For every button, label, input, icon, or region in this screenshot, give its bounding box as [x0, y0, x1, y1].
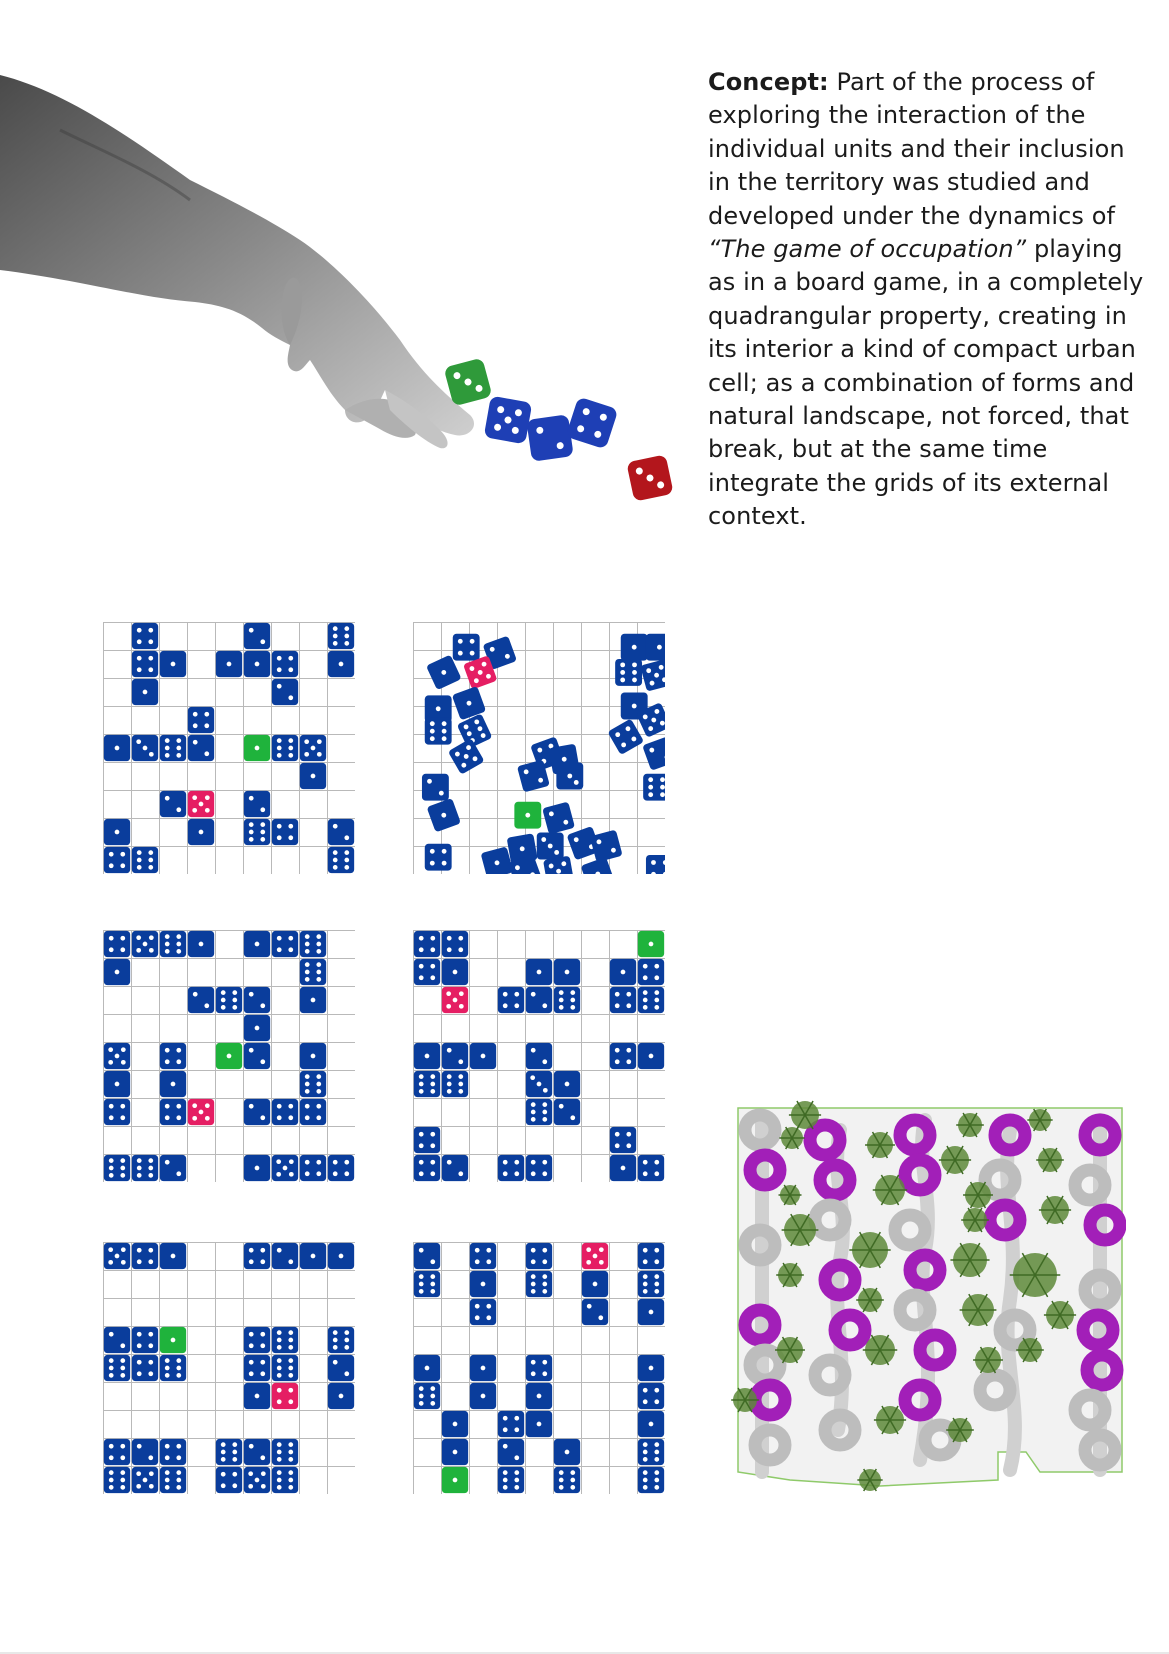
die [244, 1243, 270, 1269]
die [610, 987, 636, 1013]
die [526, 1411, 552, 1437]
die [621, 634, 648, 661]
die [272, 735, 298, 761]
die [414, 959, 440, 985]
die [514, 802, 541, 829]
die [244, 1439, 270, 1465]
die [272, 1243, 298, 1269]
dice-board-5 [103, 1242, 355, 1494]
die [132, 847, 158, 873]
dice-board-5-svg [103, 1242, 355, 1494]
die [582, 1299, 608, 1325]
die [498, 1155, 524, 1181]
die [104, 847, 130, 873]
die [640, 659, 665, 692]
hand-icon [0, 75, 474, 448]
die [643, 774, 665, 801]
die [132, 1155, 158, 1181]
die [610, 959, 636, 985]
die [638, 1155, 664, 1181]
die [104, 1355, 130, 1381]
die [554, 1439, 580, 1465]
concept-body-1: Part of the process of exploring the interaction of the individual units and their inclusion in the territory was studied and developed under the dynamics of [708, 68, 1125, 230]
die [642, 736, 665, 770]
die [272, 651, 298, 677]
die [160, 1243, 186, 1269]
die [132, 623, 158, 649]
dice-board-2-svg [413, 622, 665, 874]
die [160, 1355, 186, 1381]
die [414, 1127, 440, 1153]
die [328, 1355, 354, 1381]
die [132, 1327, 158, 1353]
die [646, 634, 665, 661]
die [244, 651, 270, 677]
die [554, 959, 580, 985]
die [442, 931, 468, 957]
dice-board-3 [103, 930, 355, 1182]
die [422, 774, 449, 801]
die [300, 1155, 326, 1181]
die [104, 1243, 130, 1269]
die [414, 1155, 440, 1181]
die [272, 1467, 298, 1493]
die [607, 718, 644, 755]
die [470, 1383, 496, 1409]
dice-board-4-svg [413, 930, 665, 1182]
hand-throwing-dice-illustration [0, 70, 680, 510]
die [328, 1243, 354, 1269]
die [160, 1099, 186, 1125]
die [244, 1015, 270, 1041]
die [244, 1043, 270, 1069]
die [160, 1439, 186, 1465]
die [244, 1467, 270, 1493]
die [104, 931, 130, 957]
die [272, 1439, 298, 1465]
die [427, 798, 461, 832]
die [610, 1127, 636, 1153]
die [244, 931, 270, 957]
die [470, 1243, 496, 1269]
die [470, 1271, 496, 1297]
die [188, 791, 214, 817]
die [300, 1071, 326, 1097]
die [104, 1155, 130, 1181]
die [414, 1383, 440, 1409]
die [328, 819, 354, 845]
die [328, 1327, 354, 1353]
die [244, 791, 270, 817]
die [160, 651, 186, 677]
die [638, 1467, 664, 1493]
die [132, 931, 158, 957]
die [328, 1155, 354, 1181]
die [328, 651, 354, 677]
die [104, 1327, 130, 1353]
die [414, 1043, 440, 1069]
die [244, 735, 270, 761]
die [481, 846, 514, 874]
die [272, 679, 298, 705]
die [244, 819, 270, 845]
die [104, 1467, 130, 1493]
die [300, 959, 326, 985]
die [498, 1411, 524, 1437]
die [272, 1099, 298, 1125]
dice-icon [444, 358, 674, 502]
die [188, 707, 214, 733]
die [414, 1071, 440, 1097]
die [442, 1439, 468, 1465]
die [272, 1355, 298, 1381]
die [646, 855, 665, 874]
die [132, 1243, 158, 1269]
die [244, 987, 270, 1013]
die [582, 1271, 608, 1297]
die [188, 735, 214, 761]
die [638, 1243, 664, 1269]
die [104, 959, 130, 985]
die [104, 1043, 130, 1069]
die [328, 623, 354, 649]
die [244, 1327, 270, 1353]
die [244, 1099, 270, 1125]
die [638, 1299, 664, 1325]
die [244, 1355, 270, 1381]
die [188, 1099, 214, 1125]
die [414, 1355, 440, 1381]
die [414, 1271, 440, 1297]
die [442, 1467, 468, 1493]
die [537, 833, 564, 860]
die [582, 1243, 608, 1269]
die [272, 1383, 298, 1409]
die [160, 1467, 186, 1493]
die [526, 1043, 552, 1069]
die [132, 651, 158, 677]
die [442, 1411, 468, 1437]
die [638, 1043, 664, 1069]
die [526, 959, 552, 985]
die [104, 1439, 130, 1465]
die [300, 1243, 326, 1269]
die [160, 791, 186, 817]
die [188, 931, 214, 957]
die [526, 1071, 552, 1097]
die [132, 679, 158, 705]
concept-lead: Concept: [708, 68, 829, 96]
die [132, 1467, 158, 1493]
die [244, 623, 270, 649]
concept-emphasis: “The game of occupation” [708, 235, 1027, 264]
die [526, 1099, 552, 1125]
die [216, 1043, 242, 1069]
die [554, 1071, 580, 1097]
die [216, 987, 242, 1013]
die [498, 987, 524, 1013]
die [328, 847, 354, 873]
die [442, 1043, 468, 1069]
die [526, 1271, 552, 1297]
die [442, 987, 468, 1013]
die [244, 1383, 270, 1409]
die [272, 1327, 298, 1353]
die [638, 1355, 664, 1381]
die [615, 659, 642, 686]
die [160, 735, 186, 761]
die [554, 1467, 580, 1493]
die [104, 735, 130, 761]
die [104, 819, 130, 845]
die [470, 1299, 496, 1325]
die [216, 1467, 242, 1493]
die [160, 1043, 186, 1069]
die [414, 931, 440, 957]
die [638, 1439, 664, 1465]
die [638, 1271, 664, 1297]
die [549, 744, 580, 775]
die [160, 1071, 186, 1097]
die [160, 1327, 186, 1353]
die [300, 1099, 326, 1125]
die [638, 987, 664, 1013]
die [498, 1467, 524, 1493]
die [526, 987, 552, 1013]
concept-text [708, 66, 1148, 534]
dice-board-6 [413, 1242, 665, 1494]
urban-cell-masterplan [730, 1100, 1126, 1492]
die [132, 1439, 158, 1465]
die [453, 634, 480, 661]
die [526, 1383, 552, 1409]
die [638, 1383, 664, 1409]
dice-board-1 [103, 622, 355, 874]
die [160, 1155, 186, 1181]
die [272, 931, 298, 957]
dice-board-4 [413, 930, 665, 1182]
die [442, 1071, 468, 1097]
die [610, 1043, 636, 1069]
die [104, 1071, 130, 1097]
die [542, 802, 575, 835]
concept-body-2: playing as in a board game, in a completely quadrangular property, creating in its interior a kind of compact urban cell; as a combination of forms and natural landscape, not forced, that break, but at the same time integrate the grids of its external context. [708, 235, 1144, 531]
die [554, 1099, 580, 1125]
dice-board-1-svg [103, 622, 355, 874]
die [188, 819, 214, 845]
die [132, 1355, 158, 1381]
dice-board-6-svg [413, 1242, 665, 1494]
die [526, 1355, 552, 1381]
die [188, 987, 214, 1013]
die [638, 959, 664, 985]
dice-board-2 [413, 622, 665, 874]
die [442, 1155, 468, 1181]
die [104, 1099, 130, 1125]
die [300, 987, 326, 1013]
die [498, 1439, 524, 1465]
die [425, 844, 452, 871]
die [328, 1383, 354, 1409]
die [470, 1043, 496, 1069]
die [300, 735, 326, 761]
die [160, 931, 186, 957]
die [638, 1411, 664, 1437]
die [272, 819, 298, 845]
die [216, 651, 242, 677]
die [300, 763, 326, 789]
die [470, 1355, 496, 1381]
die [425, 718, 452, 745]
die [300, 931, 326, 957]
die [300, 1043, 326, 1069]
die [132, 735, 158, 761]
die [414, 1243, 440, 1269]
die [442, 959, 468, 985]
die [244, 1155, 270, 1181]
die [638, 931, 664, 957]
die [526, 1155, 552, 1181]
die [272, 1155, 298, 1181]
die [610, 1155, 636, 1181]
die [554, 987, 580, 1013]
die [216, 1439, 242, 1465]
dice-board-3-svg [103, 930, 355, 1182]
die [526, 1243, 552, 1269]
